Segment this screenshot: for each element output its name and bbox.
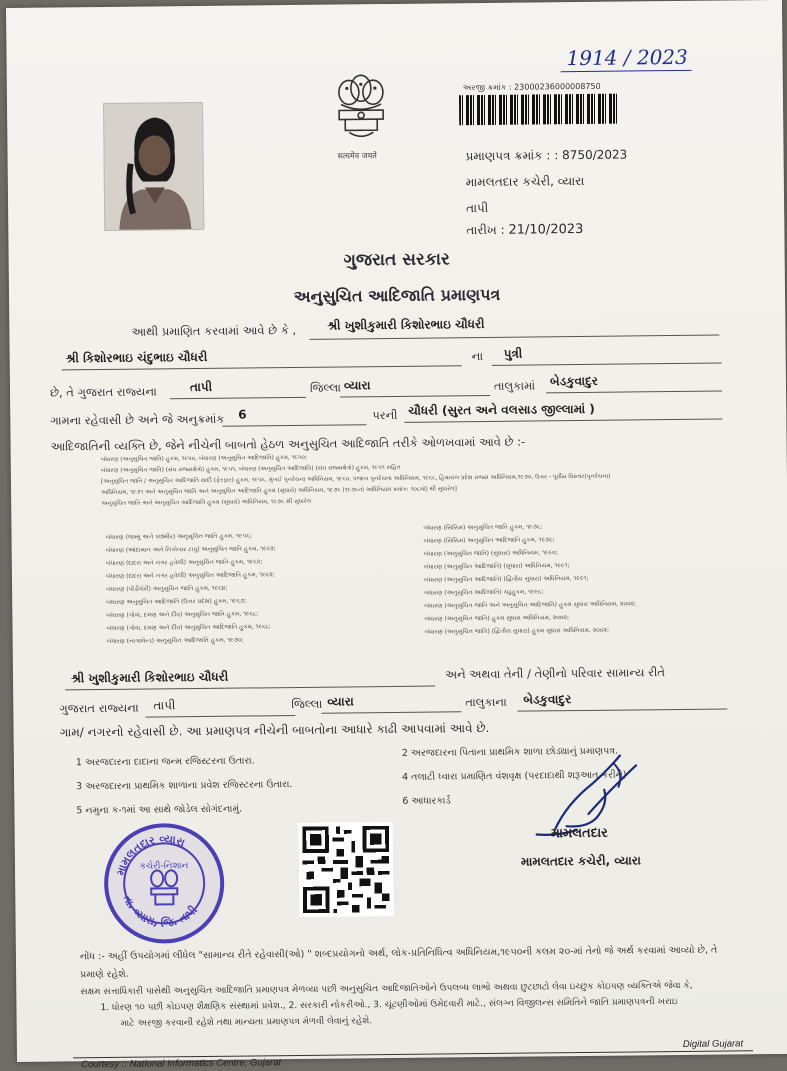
state-prefix: ગુજરાત રાજ્યના <box>59 700 139 716</box>
body-line-5: આદિજાતિની વ્યક્તિ છે, જેને નીચેની બાબતો હેઠળ અનુસુચિત આદિજાતિ તરીકે ઓળખવામાં આવે છે :- <box>50 434 526 454</box>
svg-text:તા. વ્યારા, જિ. તાપી: તા. વ્યારા, જિ. તાપી <box>120 892 200 930</box>
body-line-2-mid: ના <box>471 349 484 364</box>
applicant-name: શ્રી ખુશીકુમારી કિશોરભાઇ ચૌધરી <box>327 317 485 333</box>
note-line-3: સક્ષમ સત્તાધિકારી પાસેથી અનુસુચિત આદિજાતિ પ્રમાણપત્ર મેળવ્યા પછી અનુસુચિત આદિજાતિઓને ઉપલબ્ધ લાભો અથવા છુટછાટો લેવા ઇચ્છુક કોઇપણ વ્યક્તિએ જેવા કે, <box>80 980 693 998</box>
residence-district-label: જિલ્લા <box>291 696 323 712</box>
signature-designation: મામલતદાર <box>550 825 608 842</box>
issuing-district: તાપી <box>466 200 489 216</box>
orders-right-list: બંધારણ (સિક્કિમ) અનુસુચિત જાતિ હુકમ, ૧૯૭૮; બંધારણ (સિક્કિમ) અનુસુચિત આદિજાતિ હુકમ, ૧૯૭૮; બંધારણ (અનુસુચિત જાતિ) (સુધારા) અધિનિયમ, ૧૯૯૦; બંધારણ (અનુસુચિત આદિજાતિ) (સુધારા) અધિનિયમ, ૧૯૯૧; બંધારણ (અનુસુચિત આદિજાતિ) (દ્વિતીય સુધારા) અધિનિયમ, ૧૯૯૧; બંધારણ (અનુસુચિત આદિજાતિ) ચઢુહુકમ, ૧૯૯૬; બંધારણ (અનુસુચિત જાતિ અને અનુસુચિત આદિજાતિ) હુકમ સુધારા અધિનિયમ, ૨૦૦૨; બંધારણ (અનુસુચિત જાતિ) હુકમ સુધારા અધિનિયમ, ૨૦૦૨; બંધારણ (અનુસુચિત જાતિ) (દ્વિતીય સુધારા) હુકમ સુધારા અધિનિયમ, ૨૦૦૨; <box>423 523 637 636</box>
note-line-2: પ્રમાણે રહેશે. <box>80 968 129 981</box>
district-value: તાપી <box>189 379 213 395</box>
doc-item: 3 અરજદારના પ્રાથમિક શાળાના પ્રવેશ રજિસ્ટરના ઉતારા. <box>76 779 293 793</box>
district-label: જિલ્લા <box>309 380 342 395</box>
village-line: ગામ/ નગરનો રહેવાસી છે. આ પ્રમાણપત્ર નીચેની બાબતોના આધારે કાઢી આપવામાં આવે છે. <box>59 720 490 740</box>
taluka-label: તાલુકામાં <box>493 378 536 393</box>
note-line-5: માટે અરજી કરવાની રહેશે તથા માન્યતા પ્રમાણપત્ર મેળવી લેવાનું રહેશે. <box>120 1016 373 1029</box>
certificate-paper <box>6 0 787 1071</box>
residence-name: શ્રી ખુશીકુમારી કિશોરભાઇ ચૌધરી <box>70 669 229 686</box>
applicant-photo <box>103 102 204 231</box>
qr-code <box>299 822 394 917</box>
doc-item: 4 તલાટી ધ્વારા પ્રમાણિત વંશવૃક્ષ (પરદાદાથી શરૂઆત કરીને) <box>402 769 627 783</box>
barcode <box>459 94 619 126</box>
serial-number: 6 <box>238 407 247 422</box>
certificate-number: પ્રમાણપત્ર ક્રમાંક : : 8750/2023 <box>465 147 628 164</box>
father-name: શ્રી કિશોરભાઇ ચંદુભાઇ ચૌધરી <box>65 349 208 366</box>
body-line-3-prefix: છે, તે ગુજરાત રાજ્યના <box>49 384 157 400</box>
footer-digital-gujarat: Digital Gujarat <box>682 1038 744 1050</box>
doc-item: 2 અરજદારના પિતાના પ્રાથમિક શાળા છોડ્યાનું પ્રમાણપત્ર. <box>401 745 619 759</box>
taluka-value: બેડકુવાદુર <box>549 373 599 389</box>
body-line-4-mid: પરની <box>372 407 398 423</box>
note-line-1: નોંધ :- અહીં ઉપયોગમાં લીધેલ "સામાન્ય રીતે રહેવાસી(ઓ) " શબ્દપ્રયોગનો અર્થ, લોક-પ્રતિનિધિત્વ અધિનિયમ,૧૯૫૦ની કલમ ૨૦-માં તેનો જે અર્થ કરવામાં આવ્યો છે, તે <box>79 944 718 963</box>
relation: પુત્રી <box>503 346 523 361</box>
government-heading: ગુજરાત સરકાર <box>343 249 450 271</box>
residence-taluka: બેડકુવાદુર <box>523 692 572 707</box>
office-stamp <box>101 820 228 947</box>
orders-block: બંધારણ (અનુસુચિત જાતિ) હુકમ, ૧૯૫૦, બંધારણ (અનુસુચિત આદિજાતિ) હુકમ, ૧૯૫૦; બંધારણ (અનુસુચિત જાતિ) (સંઘ રાજ્યક્ષેત્રો) હુકમ, ૧૯૫૧, બંધારણ (અનુસુચિત આદિજાતિ) (સંઘ રાજ્યક્ષેત્રો) હુકમ, ૧૯૫૧ સહિત [અનુસુચિત જાતિ / અનુસુચિત આદિજાતિ યાદી (ફેરફાર) હુકમ, ૧૯૫૬, મુંબઈ પુનર્રચના અધિનિયમ, ૧૯૬૦, પંજાબ પુનર્રચના અધિનિયમ, ૧૯૬૬, હિમાચલ પ્રદેશ રાજ્ય અધિનિયમ,૧૯૭૦, ઉત્તર - પૂર્વીય વિસ્તાર(પુનર્રચના) અધિનિયમ, ૧૯૭૧ અને અનુસુચિત જાતિ અને અનુસુચિત આદિજાતિ હુકમ (સુધારો) અધિનિયમ, ૧૯૭૬ (૧૯૭૬નો અધિનિયમ ક્રમાંક: ૧૦૮મો) થી સુધારેલ] અનુસુચિત જાતિ અને અનુસુચિત આદિજાતિ હુકમ (સુધારો) અધિનિયમ, ૧૯૭૬ થી સુધારેલ <box>100 454 611 508</box>
family-text: અને અથવા તેની / તેણીનો પરિવાર સામાન્ય રીતે <box>444 665 666 682</box>
doc-item: 5 નમુના ક-૧માં આ સાથે જોડેલ સોગંદનામું. <box>76 803 243 817</box>
certificate-title: અનુસુચિત આદિજાતિ પ્રમાણપત્ર <box>293 284 501 307</box>
residence-district: તાપી <box>153 698 176 713</box>
orders-left-list: બંધારણ (જમ્મુ અને કાશ્મીર) અનુસુચિત જાતિ હુકમ, ૧૯૫૬; બંધારણ (આંદામાન અને નિકોબાર ટાપુ) અનુસુચિત જાતિ હુકમ, ૧૯૬૨; બંધારણ (દાદરા અને નગર હવેલી) અનુસુચિત જાતિ હુકમ, ૧૯૬૨; બંધારણ (દાદરા અને નગર હવેલી) અનુસુચિત આદિજાતિ હુકમ, ૧૯૬૨; બંધારણ (પોંડીચેરી) અનુસુચિત જાતિ હુકમ, ૧૯૬૪; બંધારણ અનુસુચિત આદિજાતિ (ઉત્તર પ્રદેશ) હુકમ, ૧૯૬૭; બંધારણ (ગોવા, દમણ અને દીવ) અનુસુચિત જાતિ હુકમ, ૧૯૬૮; બંધારણ (ગોવા, દમણ અને દીવ) અનુસુચિત આદિજાતિ હુકમ, ૧૯૬૮; બંધારણ (નાગાલેન્ડ) અનુસુચિત આદિજાતિ હુકમ, ૧૯૭૦; <box>105 532 276 645</box>
residence-taluka-label: તાલુકાના <box>465 694 507 710</box>
residence-city: વ્યારા <box>327 694 354 709</box>
signature-office: મામલતદાર કચેરી, વ્યારા <box>520 853 641 869</box>
svg-text:કચેરી-નિશાન: કચેરી-નિશાન <box>139 861 189 872</box>
national-emblem-icon <box>325 70 398 147</box>
issuing-office: મામલતદાર કચેરી, વ્યારા <box>465 173 585 190</box>
body-line-1-prefix: આથી પ્રમાણિત કરવામાં આવે છે કે , <box>131 322 297 339</box>
doc-item: 1 અરજદારના દાદાના જન્મ રજિસ્ટરના ઉતારા. <box>75 755 255 769</box>
note-line-4: 1. ધોરણ ૧૦ પછી કોઇપણ શૈક્ષણિક સંસ્થામાં પ્રવેશ., 2. સરકારી નોકરીઓ., 3. ચૂંટણીઓમાં ઉમેદવારી માટે., સંલગ્ન વિજીલન્સ સમિતિને જાતિ પ્રમાણપત્રની ખરાઇ <box>100 997 678 1014</box>
application-number: અરજી ક્રમાંક : 23000236000008750 <box>462 81 601 93</box>
body-line-4-prefix: ગામના રહેવાસી છે અને જે અનુક્રમાંક <box>50 411 225 428</box>
handwritten-number: 1914 / 2023 <box>566 44 688 71</box>
certificate-date: તારીખ : 21/10/2023 <box>466 221 584 238</box>
city-value: વ્યારા <box>343 378 371 393</box>
doc-item: 6 આધારકાર્ડ <box>402 795 451 807</box>
svg-text:મામલતદાર વ્યારા: મામલતદાર વ્યારા <box>113 832 187 877</box>
footer-courtesy: Courtesy :: National Informatics Centre, Gujarat <box>81 1057 282 1071</box>
emblem-motto: सत्यमेव जयते <box>337 151 377 161</box>
tribe-value: ચૌધરી (સુરત અને વલસાડ જીલ્લામાં ) <box>408 401 595 418</box>
